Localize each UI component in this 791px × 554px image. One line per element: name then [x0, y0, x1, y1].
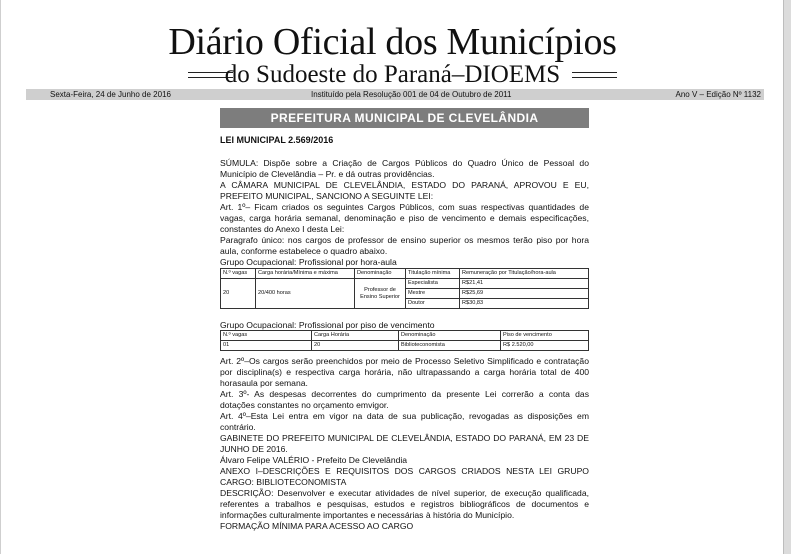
header-cell: Denominação — [355, 269, 406, 279]
denominacao-cell: Biblioteconomista — [399, 341, 501, 351]
piso-cell: R$ 2.520,00 — [501, 341, 589, 351]
masthead-rule-right — [572, 72, 617, 78]
masthead-subtitle: do Sudoeste do Paraná–DIOEMS — [224, 61, 561, 88]
denominacao-cell: Professor de Ensino Superior — [355, 279, 406, 309]
remuneracao-cell: R$30,83 — [460, 299, 589, 309]
group1-table — [220, 268, 589, 309]
titulacao-cell: Especialista — [406, 279, 460, 289]
group2-table — [220, 330, 589, 351]
remuneracao-cell: R$25,69 — [460, 289, 589, 299]
enactment-paragraph: A CÂMARA MUNICIPAL DE CLEVELÂNDIA, ESTADO DO PARANÁ, APROVOU E EU, PREFEITO MUNICIPAL, SANCIONO A SEGUINTE LEI: — [220, 180, 589, 201]
intro-text — [220, 158, 589, 257]
viewer-scroll-edge[interactable] — [783, 0, 791, 554]
remuneracao-cell: R$21,41 — [460, 279, 589, 289]
group2-label: Grupo Ocupacional: Profissional por piso de vencimento — [220, 320, 435, 330]
vagas-cell: 20 — [221, 279, 256, 309]
table-header-row — [221, 331, 589, 341]
law-title: LEI MUNICIPAL 2.569/2016 — [220, 135, 334, 145]
group1-label: Grupo Ocupacional: Profissional por hora-aula — [220, 257, 397, 267]
article-1-paragraph: Art. 1º– Ficam criados os seguintes Cargos Públicos, com suas respectivas quantidades de vagas, carga horária semanal, denominação e piso de vencimento e demais especificações, constantes do Anexo I desta Lei: — [220, 202, 589, 234]
sumula-paragraph: SÚMULA: Dispõe sobre a Criação de Cargos Públicos do Quadro Único de Pessoal do Município de Clevelândia – Pr. e dá outras providências. — [220, 158, 589, 179]
article-3-paragraph: Art. 3º- As despesas decorrentes do cumprimento da presente Lei correrão a conta das dotações constantes no orçamento emvigor. — [220, 389, 589, 410]
institution-note: Instituído pela Resolução 001 de 04 de Outubro de 2011 — [311, 90, 512, 99]
annex-title: ANEXO I–DESCRIÇÕES E REQUISITOS DOS CARGOS CRIADOS NESTA LEI GRUPO CARGO: BIBLIOTECONOMISTA — [220, 466, 589, 487]
titulacao-cell: Mestre — [406, 289, 460, 299]
header-cell: N.º vagas — [221, 331, 312, 341]
header-cell: Piso de vencimento — [501, 331, 589, 341]
table-row — [221, 341, 589, 351]
description-paragraph: DESCRIÇÃO: Desenvolver e executar atividades de nível superior, de execução qualificada, referentes a trabalhos e pesquisas, estudos e registros bibliográficos de documentos e informações culturalmente importantes e necessárias à história do Município. — [220, 488, 589, 520]
sole-paragraph: Paragrafo único: nos cargos de professor de ensino superior os mesmos terão piso por hora aula, conforme estabelece o quadro abaixo. — [220, 235, 589, 256]
table-row — [221, 279, 589, 289]
table-header-row — [221, 269, 589, 279]
header-cell: Carga horária/Mínima e máxima — [256, 269, 355, 279]
article-4-paragraph: Art. 4º–Esta Lei entra em vigor na data de sua publicação, revogadas as disposições em contrário. — [220, 411, 589, 432]
carga-cell: 20 — [312, 341, 399, 351]
article-2-paragraph: Art. 2º–Os cargos serão preenchidos por meio de Processo Seletivo Simplificado e contratação por disciplina(s) e respectiva carga horária, não ultrapassando a carga horária total de 400 horasaula por semana. — [220, 356, 589, 388]
issue-date: Sexta-Feira, 24 de Junho de 2016 — [50, 90, 171, 99]
titulacao-cell: Doutor — [406, 299, 460, 309]
header-cell: Remuneração por Titulação/hora-aula — [460, 269, 589, 279]
info-bar — [26, 89, 764, 100]
section-title: PREFEITURA MUNICIPAL DE CLEVELÂNDIA — [220, 108, 589, 128]
carga-cell: 20/400 horas — [256, 279, 355, 309]
gabinete-paragraph: GABINETE DO PREFEITO MUNICIPAL DE CLEVELÂNDIA, ESTADO DO PARANÁ, EM 23 DE JUNHO DE 2016. — [220, 433, 589, 454]
header-cell: Titulação mínima — [406, 269, 460, 279]
signature-line: Álvaro Felipe VALÉRIO - Prefeito De Clevelândia — [220, 455, 408, 465]
masthead-title: Diário Oficial dos Municípios — [168, 21, 617, 63]
min-formation-heading: FORMAÇÃO MÍNIMA PARA ACESSO AO CARGO — [220, 521, 414, 531]
header-cell: Carga Horária — [312, 331, 399, 341]
vagas-cell: 01 — [221, 341, 312, 351]
edition-number: Ano V – Edição Nº 1132 — [675, 90, 761, 99]
header-cell: N.º vagas — [221, 269, 256, 279]
header-cell: Denominação — [399, 331, 501, 341]
closing-text — [220, 356, 589, 532]
